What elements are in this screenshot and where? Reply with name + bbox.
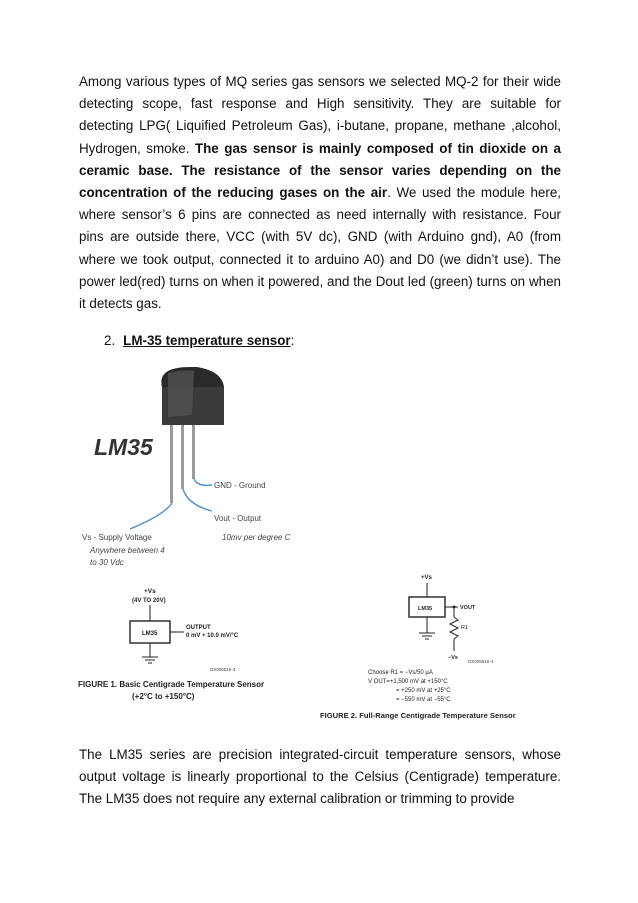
vs-description-1: Anywhere between 4 [90, 546, 165, 555]
fig1-caption-range: (+2°C to +150°C) [132, 692, 195, 701]
mq2-text-end: . We used the module here, where sensor’s 6 pins are connected as need internally with resistance. Four pins are outside there, VCC (with 5V dc), GND (with Arduino gnd), A0 (from where we took output, connected it to arduino A0) and D0 (we didn’t use). The power led(red) turns on when it powered, and the Dout led (green) turns on when it detects gas. [79, 185, 562, 312]
mq2-paragraph [79, 71, 561, 315]
fig2-line3: = −550 mV at −55°C [396, 697, 451, 703]
lm35-figure [72, 365, 572, 725]
fig1-caption: FIGURE 1. Basic Centigrade Temperature Sensor [78, 680, 265, 689]
lm35-paragraph: The LM35 series are precision integrated-circuit temperature sensors, whose output voltage is linearly proportional to the Celsius (Centigrade) temperature. The LM35 does not require any external calibration or trimming to provide [79, 747, 561, 807]
fig2-r1: R1 [461, 625, 469, 631]
fig2-choose: Choose R1 = −Vs/50 µA [368, 670, 433, 676]
fig1-vs: +Vs [144, 588, 156, 595]
fig2-output-node [453, 606, 456, 609]
figure2-circuit [409, 583, 458, 651]
fig2-chip: LM35 [418, 606, 433, 612]
fig2-vout: VOUT [460, 605, 476, 611]
vout-label: Vout - Output [214, 514, 262, 523]
fig1-chip: LM35 [142, 631, 158, 637]
vs-description-2: to 30 Vdc [90, 558, 124, 567]
section-suffix: : [290, 333, 295, 348]
section-number: 2. [104, 333, 116, 348]
fig1-output: OUTPUT [186, 625, 211, 631]
fig2-line2: = +250 mV at +25°C [396, 688, 451, 694]
fig1-output-desc: 0 mV + 10.0 mV/°C [186, 633, 239, 639]
fig2-code: DS005516-4 [468, 659, 494, 664]
fig1-range: (4V TO 20V) [132, 598, 166, 604]
gnd-label: GND - Ground [214, 481, 266, 490]
fig1-code: DS005516-3 [210, 667, 236, 672]
mq2-text-start: Among various types of MQ series gas sensors we selected MQ-2 for their wide detecting scope, fast response and High sensitivity. They are suitable for detecting LPG( Liquified Petroleum Gas), i-butane, propane, methane ,alcohol, Hydrogen, smoke. [79, 74, 561, 156]
section-title: LM-35 temperature sensor [123, 333, 291, 348]
fig2-caption: FIGURE 2. Full-Range Centigrade Temperature Sensor [320, 711, 516, 720]
vout-description: 10mv per degree C [222, 533, 291, 542]
vs-label: Vs - Supply Voltage [82, 533, 152, 542]
lm35-logo-text: LM35 [94, 434, 153, 460]
mq2-bold-text: The gas sensor is mainly composed of tin dioxide on a ceramic base. The resistance of the sensor varies depending on the concentration of the reducing gases on the air [79, 140, 561, 201]
section-heading [104, 333, 294, 348]
fig2-line1: V OUT=+1,500 mV at +150°C [368, 679, 448, 685]
fig2-vs: +Vs [421, 575, 432, 581]
fig2-neg-vs: −Vs [448, 655, 458, 661]
